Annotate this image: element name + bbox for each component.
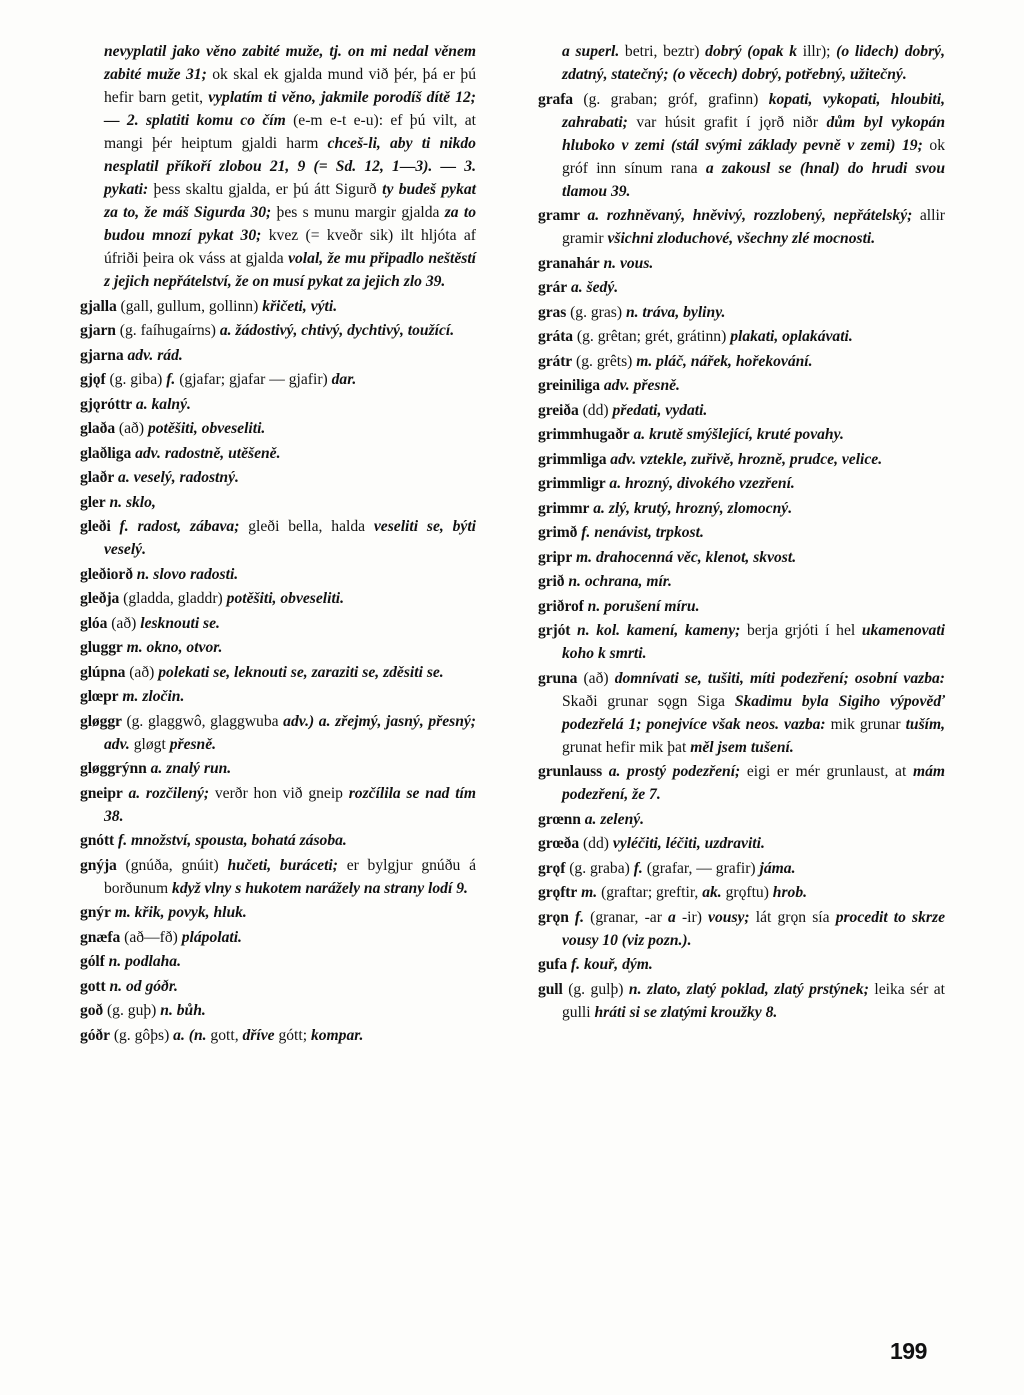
source-text: (g. graba)	[565, 859, 634, 877]
dictionary-entry	[538, 252, 945, 275]
source-text: ok skal ek gjalda mund við þér, þá er þú hefir barn getit,	[104, 66, 477, 106]
dictionary-entry	[80, 344, 476, 367]
dictionary-entry	[538, 423, 945, 446]
dictionary-entry	[538, 595, 945, 618]
translation-text: domnívati se, tušiti, míti podezření; osobní vazba:	[614, 669, 945, 687]
translation-text: f.	[568, 908, 585, 926]
dictionary-entry	[538, 448, 945, 471]
headword: glaðliga	[80, 444, 132, 462]
translation-text: měl jsem tušení.	[690, 738, 794, 756]
translation-text: volal, že mu připadlo neštěstí z jejich nepřátelství, že on musí pykat za jejich zlo 39.	[104, 250, 476, 290]
translation-text: kopati, vykopati, hloubiti, zahrabati;	[562, 90, 945, 131]
source-text: þes s munu margir gjalda	[271, 204, 445, 221]
translation-text: polekati se, leknouti se, zaraziti se, zděsiti se.	[158, 663, 444, 681]
translation-text: a. veselý, radostný.	[114, 469, 239, 486]
headword: gnýja	[80, 856, 117, 874]
headword: grimmliga	[538, 450, 607, 468]
dictionary-entry	[538, 204, 945, 250]
source-text: (g. gôþs)	[109, 1026, 174, 1044]
headword: gleðja	[80, 590, 120, 607]
source-text: (g. glaggwô, glaggwuba	[121, 712, 284, 730]
headword: greiða	[538, 401, 579, 419]
dictionary-entry	[538, 808, 945, 831]
headword: goð	[80, 1002, 104, 1019]
dictionary-entry	[538, 760, 945, 806]
dictionary-entry	[80, 563, 476, 586]
dictionary-entry	[538, 374, 945, 397]
dictionary-entry	[80, 661, 476, 684]
headword: gløggr	[80, 712, 122, 730]
source-text: berja grjóti í hel	[740, 622, 862, 639]
headword: granahár	[538, 254, 600, 272]
dictionary-entry	[80, 950, 476, 973]
right-column	[538, 40, 945, 1025]
dictionary-entry	[80, 466, 476, 489]
translation-text: n. zlato, zlatý poklad, zlatý prstýnek;	[628, 980, 869, 998]
dictionary-entry	[538, 497, 945, 520]
source-text: grǫftu)	[721, 884, 773, 901]
translation-text: a. šedý.	[567, 279, 619, 296]
source-text: þess skaltu gjalda, er þú átt Sigurð	[148, 181, 383, 198]
translation-text: n. vous.	[599, 254, 654, 272]
source-text: gott,	[206, 1026, 243, 1044]
translation-text: přesně.	[169, 735, 217, 753]
translation-text: procedit to skrze vousy 10 (viz pozn.).	[562, 908, 945, 949]
source-text: (gjafar; gjafar — gjafir)	[175, 371, 332, 388]
translation-text: a. zelený.	[580, 810, 645, 828]
translation-text: a. hrozný, divokého vzezření.	[605, 475, 795, 492]
translation-text: a. zlý, krutý, hrozný, zlomocný.	[589, 499, 793, 517]
translation-text: a. rozčilený;	[122, 784, 210, 802]
translation-text: n. porušení míru.	[583, 597, 700, 615]
dictionary-entry	[538, 857, 945, 880]
translation-text: Skadimu byla Sigiho výpověď podezřelá 1; ponejvíce však neos. vazba:	[562, 692, 945, 733]
headword: gjarn	[80, 322, 116, 339]
translation-text: m. okno, otvor.	[122, 639, 223, 656]
headword: góðr	[80, 1026, 110, 1044]
translation-text: tuším,	[905, 715, 945, 733]
source-text: (að)	[107, 614, 141, 632]
translation-text: chceš-li, aby ti nikdo nesplatil příkoří zlobou 21, 9 (= Sd. 12, 1—3). — 3. pykati:	[104, 135, 476, 198]
source-text: gótt;	[274, 1026, 311, 1044]
translation-text: ak.	[702, 884, 722, 901]
headword: gjalla	[80, 297, 117, 315]
dictionary-entry	[80, 368, 476, 391]
dictionary-entry	[80, 515, 476, 561]
source-text: (g. faíhugaírns)	[115, 322, 220, 339]
dictionary-entry	[80, 319, 476, 342]
source-text: (g. graban; gróf, grafinn)	[573, 90, 769, 108]
headword: grimmhugaðr	[538, 426, 630, 443]
translation-text: a. žádostivý, chtivý, dychtivý, toužící.	[219, 322, 455, 339]
dictionary-entry	[80, 975, 476, 998]
source-text: grunat hefir mik þat	[562, 738, 691, 756]
headword: gólf	[80, 953, 105, 970]
headword: grœnn	[538, 810, 581, 828]
dictionary-entry	[80, 442, 476, 465]
translation-text: n. slovo radosti.	[132, 565, 239, 583]
dictionary-entry	[80, 612, 476, 635]
source-text: illr);	[797, 43, 837, 60]
translation-text: f. kouř, dým.	[567, 956, 653, 973]
source-text: mik grunar	[825, 715, 906, 733]
translation-text: ukamenovati koho k smrti.	[562, 622, 946, 662]
translation-text: vousy;	[708, 908, 750, 926]
translation-text: dobrý (opak k	[705, 43, 798, 60]
headword: gnótt	[80, 832, 115, 849]
translation-text: vyplatím ti věno, jakmile porodíš dítě 12; — 2. splatiti komu co čím	[104, 89, 476, 129]
translation-text: za to budou mnozí pykat 30;	[104, 204, 476, 244]
headword: greiniliga	[538, 377, 600, 394]
source-text: er bylgjur gnúðu á borðunum	[104, 856, 476, 897]
headword: gripr	[538, 548, 573, 566]
headword: gjǫf	[80, 371, 106, 388]
source-text: (gladda, gladdr)	[119, 590, 227, 607]
headword: glóa	[80, 614, 108, 632]
headword: grǫftr	[538, 884, 578, 901]
translation-text: m. zločin.	[118, 688, 185, 705]
translation-text: hučeti, buráceti;	[227, 856, 338, 874]
source-text: Skaði grunar sǫgn Siga	[562, 692, 735, 710]
translation-text: f. radost, zábava;	[110, 518, 240, 535]
translation-text: a. krutě smýšlející, kruté povahy.	[629, 426, 844, 443]
source-text: allir gramir	[562, 207, 945, 247]
source-text: (g. grêts)	[572, 352, 637, 370]
translation-text: m. pláč, nářek, hořekování.	[636, 352, 813, 370]
translation-text: když vlny s hukotem narážely na strany lodí 9.	[172, 879, 468, 897]
translation-text: n. od góðr.	[105, 977, 178, 995]
headword: gráta	[538, 328, 574, 345]
headword: gruna	[538, 669, 578, 687]
translation-text: a. (n.	[173, 1026, 207, 1044]
dictionary-entry	[80, 926, 476, 949]
source-text: gløgt	[129, 735, 170, 753]
translation-text: a. prostý podezření;	[602, 763, 741, 780]
source-text: (dd)	[578, 401, 613, 419]
dictionary-entry	[80, 901, 476, 924]
translation-text: m. křik, povyk, hluk.	[110, 904, 247, 921]
translation-text: n. bůh.	[160, 1002, 206, 1019]
dictionary-entry	[80, 782, 476, 828]
translation-text: kompar.	[310, 1026, 364, 1044]
translation-text: všichni zloduchové, všechny zlé mocnosti.	[607, 230, 876, 247]
dictionary-entry	[538, 88, 945, 203]
source-text: ok gróf inn sínum rana	[562, 136, 946, 177]
headword: glúpna	[80, 663, 126, 681]
translation-text: n. ochrana, mír.	[564, 573, 672, 590]
translation-text: hráti si se zlatými kroužky 8.	[594, 1003, 778, 1021]
source-text: gleði bella, halda	[239, 518, 374, 535]
dictionary-entry	[80, 999, 476, 1022]
headword: gler	[80, 493, 106, 511]
translation-text: nevyplatil jako věno zabité muže, tj. on mi nedal věnem zabité muže 31;	[104, 43, 476, 83]
translation-text: f. nenávist, trpkost.	[577, 524, 704, 541]
dictionary-entry	[80, 685, 476, 708]
headword: gluggr	[80, 639, 123, 656]
source-text: (g. gras)	[566, 303, 626, 321]
translation-text: potěšiti, obveseliti.	[147, 420, 266, 437]
dictionary-entry	[538, 978, 945, 1024]
translation-text: adv. radostně, utěšeně.	[131, 444, 281, 462]
translation-text: mám podezření, že 7.	[562, 763, 945, 803]
dictionary-entry	[538, 301, 945, 324]
dictionary-entry	[538, 881, 945, 904]
translation-text: f.	[166, 371, 176, 388]
dictionary-entry	[538, 472, 945, 495]
dictionary-entry	[538, 570, 945, 593]
source-text: (g. giba)	[105, 371, 167, 388]
translation-text: f.	[633, 859, 643, 877]
translation-text: potěšiti, obveseliti.	[226, 590, 345, 607]
headword: gløggrýnn	[80, 760, 147, 777]
translation-text: a	[668, 908, 676, 926]
source-text: (g. grêtan; grét, grátinn)	[573, 328, 731, 345]
dictionary-entry	[538, 546, 945, 569]
translation-text: a superl.	[562, 43, 620, 60]
translation-text: f. množství, spousta, bohatá zásoba.	[114, 832, 347, 849]
dictionary-entry	[538, 399, 945, 422]
headword: grimmr	[538, 499, 590, 517]
translation-text: a zakousl se (hnal) do hrudi svou tlamou 39.	[562, 159, 945, 200]
translation-text: adv.) a. zřejmý, jasný, přesný; adv.	[104, 712, 476, 753]
dictionary-entry	[538, 906, 945, 952]
headword: glœpr	[80, 688, 119, 705]
left-column	[80, 40, 476, 1048]
headword: gleði	[80, 518, 111, 535]
headword: grátr	[538, 352, 573, 370]
headword: grimð	[538, 524, 578, 541]
translation-text: ty budeš pykat za to, že máš Sigurda 30;	[104, 181, 476, 221]
translation-text: dříve	[242, 1026, 275, 1044]
headword: gramr	[538, 207, 580, 224]
translation-text: plápolati.	[181, 928, 242, 946]
source-text: lát grǫn sía	[749, 908, 836, 926]
headword: grœða	[538, 835, 580, 852]
source-text: (að)	[125, 663, 159, 681]
dictionary-entry	[538, 832, 945, 855]
translation-text: dar.	[331, 371, 357, 388]
headword: griðrof	[538, 597, 584, 615]
dictionary-entry	[80, 1024, 476, 1047]
dictionary-entry	[80, 587, 476, 610]
source-text: (g. gulþ)	[562, 980, 629, 998]
headword: gull	[538, 980, 563, 998]
headword: grǫf	[538, 859, 566, 877]
source-text: (að—fð)	[120, 928, 182, 946]
source-text: (e-m e-t e-u): ef þú vilt, at mangi þér heiptum gjaldi harm	[104, 112, 477, 152]
translation-text: m.	[577, 884, 598, 901]
dictionary-entry	[80, 829, 476, 852]
source-text: leika sér at gulli	[562, 980, 946, 1021]
translation-text: a. kalný.	[132, 395, 191, 413]
translation-text: n. kol. kamení, kameny;	[570, 622, 741, 639]
headword: grjót	[538, 622, 571, 639]
page-number: 199	[890, 1338, 927, 1364]
headword: grið	[538, 573, 565, 590]
dictionary-entry	[538, 619, 945, 665]
translation-text: jáma.	[759, 859, 796, 877]
dictionary-entry	[538, 325, 945, 348]
source-text: verðr hon við gneip	[209, 784, 349, 802]
translation-text: adv. rád.	[123, 346, 183, 364]
translation-text: n. podlaha.	[104, 953, 181, 970]
source-text: (graftar; greftir,	[597, 884, 703, 901]
source-text: (g. guþ)	[103, 1002, 161, 1019]
headword: gufa	[538, 956, 568, 973]
dictionary-entry	[80, 636, 476, 659]
translation-text: předati, vydati.	[612, 401, 708, 419]
source-text: betri, beztr)	[619, 43, 706, 60]
source-text: eigi er mér grunlaust, at	[740, 763, 913, 780]
translation-text: rozčílila se nad tím 38.	[104, 784, 476, 825]
headword: gleðiorð	[80, 565, 133, 583]
source-text: (gall, gullum, gollinn)	[116, 297, 263, 315]
headword: grimmligr	[538, 475, 606, 492]
dictionary-entry	[80, 417, 476, 440]
dictionary-entry	[538, 350, 945, 373]
dictionary-entry	[80, 295, 476, 318]
headword: gnæfa	[80, 928, 121, 946]
dictionary-entry	[80, 854, 476, 900]
translation-text: křičeti, výti.	[262, 297, 338, 315]
translation-text: n. tráva, byliny.	[625, 303, 726, 321]
source-text: kvez (= kveðr sik) ilt hljóta af úfriði þeira ok váss at gjalda	[104, 227, 476, 267]
dictionary-entry	[538, 276, 945, 299]
headword: gjǫróttr	[80, 395, 133, 413]
headword: glaða	[80, 420, 116, 437]
headword: grár	[538, 279, 568, 296]
translation-text: m. drahocenná věc, klenot, skvost.	[572, 548, 797, 566]
dictionary-entry	[538, 521, 945, 544]
dictionary-entry	[538, 953, 945, 976]
dictionary-entry	[80, 393, 476, 416]
headword: grunlauss	[538, 763, 603, 780]
translation-text: veseliti se, býti veselý.	[104, 518, 476, 558]
translation-text: vyléčiti, léčiti, uzdraviti.	[612, 835, 765, 852]
headword: gnýr	[80, 904, 111, 921]
dictionary-entry	[538, 667, 945, 759]
headword: gjarna	[80, 346, 124, 364]
source-text: (granar, -ar	[584, 908, 669, 926]
translation-text: adv. vztekle, zuřivě, hrozně, prudce, velice.	[606, 450, 883, 468]
translation-text: n. sklo,	[105, 493, 156, 511]
source-text: (gnúða, gnúit)	[116, 856, 228, 874]
headword: grǫn	[538, 908, 569, 926]
source-text: (að)	[115, 420, 148, 437]
translation-text: a. znalý run.	[146, 760, 232, 777]
translation-text: dům byl vykopán hluboko v zemi (stál svými základy pevně v zemi) 19;	[562, 113, 945, 154]
translation-text: (o lidech) dobrý, zdatný, statečný; (o věcech) dobrý, potřebný, užitečný.	[562, 43, 945, 83]
source-text: var húsit grafit í jǫrð niðr	[627, 113, 827, 131]
dictionary-entry	[80, 710, 476, 756]
headword: grafa	[538, 90, 574, 108]
headword: gras	[538, 303, 567, 321]
translation-text: a. rozhněvaný, hněvivý, rozzlobený, nepřátelský;	[579, 207, 913, 224]
source-text: (að)	[577, 669, 615, 687]
source-text: (grafar, — grafir)	[642, 859, 760, 877]
dictionary-entry	[80, 491, 476, 514]
translation-text: hrob.	[772, 884, 808, 901]
headword: gott	[80, 977, 106, 995]
dictionary-entry	[80, 757, 476, 780]
dictionary-entry	[80, 40, 476, 293]
translation-text: lesknouti se.	[140, 614, 220, 632]
source-text: (dd)	[579, 835, 613, 852]
source-text: -ir)	[675, 908, 709, 926]
translation-text: adv. přesně.	[599, 377, 680, 394]
dictionary-entry	[538, 40, 945, 86]
headword: gneipr	[80, 784, 123, 802]
headword: glaðr	[80, 469, 115, 486]
translation-text: plakati, oplakávati.	[730, 328, 853, 345]
